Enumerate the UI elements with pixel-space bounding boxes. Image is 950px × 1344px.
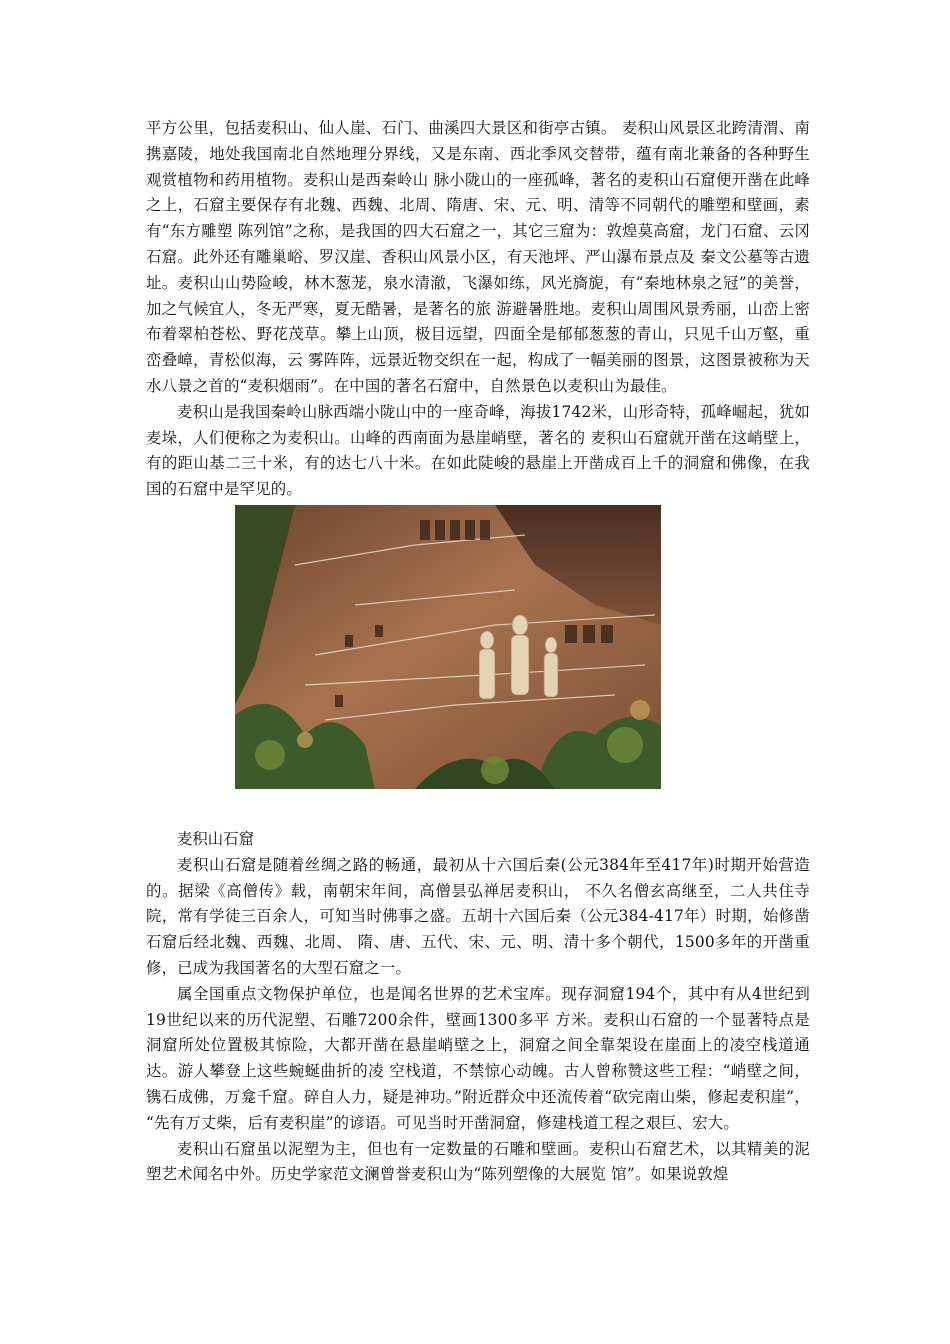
- paragraph-history: 麦积山石窟是随着丝绸之路的畅通，最初从十六国后秦(公元384年至417年)时期开始营造的。据梁《高僧传》载，南朝宋年间，高僧昙弘禅居麦积山， 不久名僧玄高继至，二人共住寺院，常有学徒三百余人，可知当时佛事之盛。五胡十六国后秦（公元384-417年）时期，始修凿石窟后经北魏、西魏、北周、 隋、唐、五代、宋、元、明、清十多个朝代，1500多年的开凿重修，已成为我国著名的大型石窟之一。: [146, 855, 810, 977]
- paragraph-mountain: 麦积山是我国秦岭山脉西端小陇山中的一座奇峰，海拔1742米，山形奇特，孤峰崛起，犹如麦垛，人们便称之为麦积山。山峰的西南面为悬崖峭壁，著名的 麦积山石窟就开凿在这峭壁上，有的距山基二三十米，有的达七八十米。在如此陡峻的悬崖上开凿成百上千的洞窟和佛像，在我国的石窟中是罕见的。: [146, 402, 810, 499]
- cliff-grottoes-image: [235, 505, 661, 789]
- spacer: [146, 789, 810, 827]
- paragraph-intro: 平方公里，包括麦积山、仙人崖、石门、曲溪四大景区和街亭古镇。 麦积山风景区北跨清渭、南携嘉陵，地处我国南北自然地理分界线，又是东南、西北季风交替带，蕴有南北兼备的各种野生观赏植物和药用植物。麦积山是西秦岭山 脉小陇山的一座孤峰，著名的麦积山石窟便开凿在此峰之上，石窟主要保存有北魏、西魏、北周、隋唐、宋、元、明、清等不同朝代的雕塑和壁画，素有“东方雕塑 陈列馆”之称，是我国的四大石窟之一，其它三窟为：敦煌莫高窟，龙门石窟、云冈石窟。此外还有雕巢峪、罗汉崖、香积山风景小区，有天池坪、严山瀑布景点及 秦文公墓等古遗址。麦积山山势险峻，林木葱茏，泉水清澈，飞瀑如练，风光旖旎，有“秦地林泉之冠”的美誉，加之气候宜人，冬无严寒，夏无酷暑，是著名的旅 游避暑胜地。麦积山周围风景秀丽，山峦上密布着翠柏苍松、野花茂草。攀上山顶，极目远望，四面全是郁郁葱葱的青山，只见千山万壑，重峦叠嶂，青松似海，云 雾阵阵，远景近物交织在一起，构成了一幅美丽的图景，这图景被称为天水八景之首的“麦积烟雨”。在中国的著名石窟中，自然景色以麦积山为最佳。: [146, 119, 810, 395]
- document-page: [146, 116, 810, 1188]
- paragraph-heritage: 属全国重点文物保护单位，也是闻名世界的艺术宝库。现存洞窟194个，其中有从4世纪到19世纪以来的历代泥塑、石雕7200余件，壁画1300多平 方米。麦积山石窟的一个显著特点是洞窟所处位置极其惊险，大都开凿在悬崖峭壁之上，洞窟之间全靠架设在崖面上的凌空栈道通达。游人攀登上这些蜿蜒曲折的凌 空栈道，不禁惊心动魄。古人曾称赞这些工程：“峭壁之间，镌石成佛，万龛千窟。碎自人力，疑是神功。”附近群众中还流传着“砍完南山柴，修起麦积崖”， “先有万丈柴，后有麦积崖”的谚语。可见当时开凿洞窟，修建栈道工程之艰巨、宏大。: [146, 984, 810, 1132]
- paragraph-sculpture: 麦积山石窟虽以泥塑为主，但也有一定数量的石雕和壁画。麦积山石窟艺术，以其精美的泥塑艺术闻名中外。历史学家范文澜曾誉麦积山为“陈列塑像的大展览 馆”。如果说敦煌: [146, 1139, 810, 1184]
- maijishan-photo: [235, 505, 661, 789]
- section-title: 麦积山石窟: [177, 829, 254, 848]
